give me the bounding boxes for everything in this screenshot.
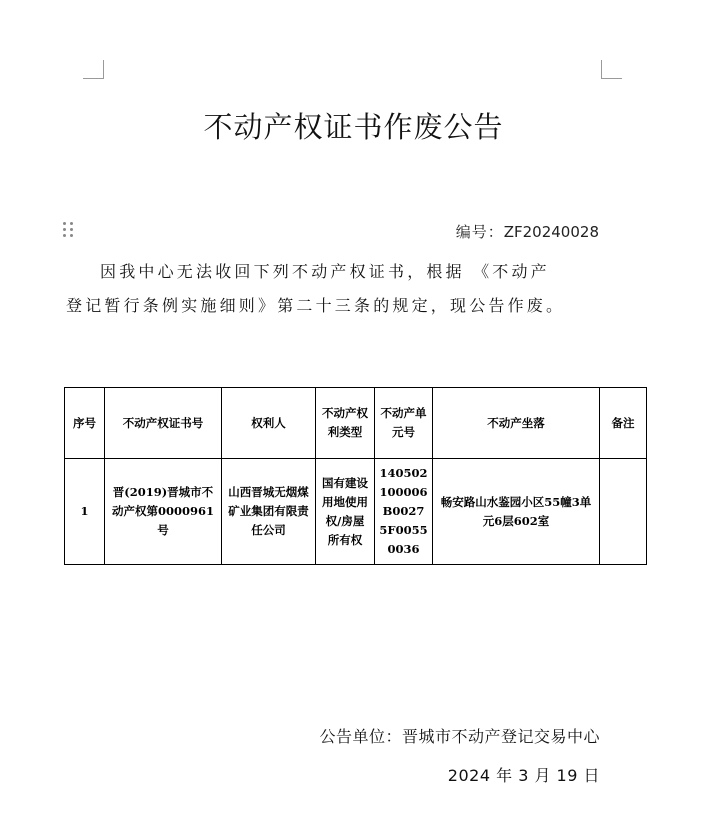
header-location: 不动产坐落 <box>433 388 600 459</box>
cell-location: 畅安路山水鉴园小区55幢3单元6层602室 <box>433 459 600 565</box>
cell-remark <box>600 459 647 565</box>
header-right-type: 不动产权利类型 <box>316 388 375 459</box>
table-header-row <box>65 388 647 459</box>
page-title: 不动产权证书作废公告 <box>203 110 504 144</box>
cell-unit-no: 140502100006B00275F00550036 <box>375 459 433 565</box>
notice-paragraph <box>66 255 606 323</box>
cell-seq: 1 <box>65 459 105 565</box>
crop-mark-top-left <box>83 60 104 79</box>
cell-cert-no: 晋(2019)晋城市不动产权第0000961号 <box>105 459 222 565</box>
header-owner: 权利人 <box>222 388 316 459</box>
notice-unit <box>319 724 600 747</box>
doc-number-label: 编号： <box>455 223 504 241</box>
cell-owner: 山西晋城无烟煤矿业集团有限责任公司 <box>222 459 316 565</box>
table-row <box>65 459 647 565</box>
notice-line-2: 登记暂行条例实施细则》第二十三条的规定，现公告作废。 <box>66 296 566 315</box>
header-cert-no: 不动产权证书号 <box>105 388 222 459</box>
notice-line-1: 因我中心无法收回下列不动产权证书，根据 《不动产 <box>100 262 550 281</box>
header-remark: 备注 <box>600 388 647 459</box>
header-unit-no: 不动产单元号 <box>375 388 433 459</box>
doc-number <box>456 221 599 242</box>
cell-right-type: 国有建设用地使用权/房屋所有权 <box>316 459 375 565</box>
crop-mark-top-right <box>601 60 622 79</box>
notice-unit-value: 晋城市不动产登记交易中心 <box>401 727 600 746</box>
header-seq: 序号 <box>65 388 105 459</box>
doc-number-value: ZF20240028 <box>503 223 599 241</box>
drag-handle-icon[interactable] <box>63 222 75 238</box>
notice-date: 2024 年 3 月 19 日 <box>447 766 600 785</box>
certificate-table <box>64 387 647 565</box>
notice-unit-label: 公告单位： <box>319 727 402 746</box>
